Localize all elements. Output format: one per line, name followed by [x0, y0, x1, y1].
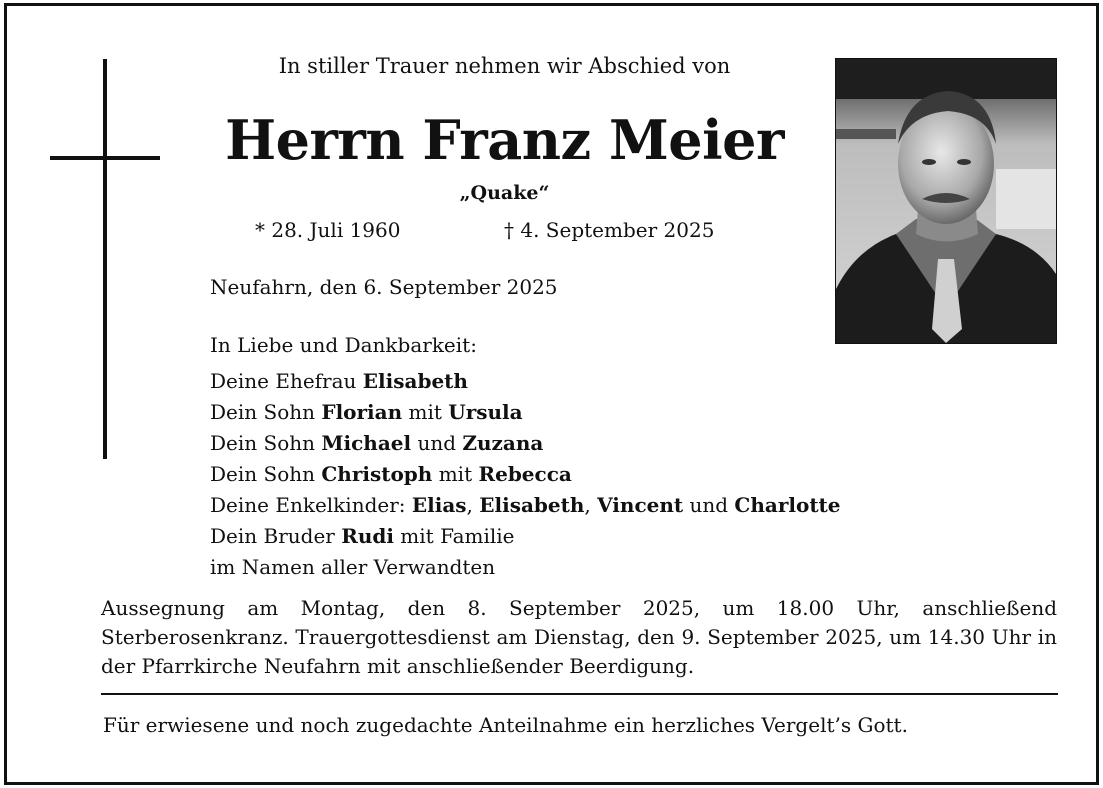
obituary-frame: [4, 3, 1099, 785]
mourner-line: im Namen aller Verwandten: [210, 555, 496, 579]
death-date: † 4. September 2025: [504, 218, 715, 242]
mourner-line: Deine Ehefrau Elisabeth: [210, 369, 468, 393]
mourner-line: Deine Enkelkinder: Elias, Elisabeth, Vincent und Charlotte: [210, 493, 841, 517]
thanks-line: Für erwiesene und noch zugedachte Anteilnahme ein herzliches Vergelt’s Gott.: [103, 713, 908, 737]
place-date: Neufahrn, den 6. September 2025: [210, 275, 558, 299]
intro-line: In stiller Trauer nehmen wir Abschied von: [278, 54, 731, 78]
deceased-name: Herrn Franz Meier: [225, 108, 784, 172]
mourner-line: Dein Sohn Michael und Zuzana: [210, 431, 544, 455]
nickname: „Quake“: [459, 182, 550, 204]
mourners-list: [210, 366, 841, 583]
ceremony-info: Aussegnung am Montag, den 8. September 2025, um 18.00 Uhr, anschließend Sterberosenkranz. Trauergottesdienst am Dienstag, den 9. September 2025, um 14.30 Uhr in der Pfarrkirche Neufahrn mit anschließender Beerdigung.: [101, 596, 1057, 678]
birth-date: * 28. Juli 1960: [255, 218, 401, 242]
mourner-line: Dein Sohn Florian mit Ursula: [210, 400, 523, 424]
portrait-photo: [835, 58, 1057, 344]
love-line: In Liebe und Dankbarkeit:: [210, 333, 477, 357]
divider-line: [101, 693, 1058, 695]
cross-icon-bar: [50, 156, 160, 160]
cross-icon: [103, 59, 107, 459]
mourner-line: Dein Sohn Christoph mit Rebecca: [210, 462, 572, 486]
mourner-line: Dein Bruder Rudi mit Familie: [210, 524, 515, 548]
